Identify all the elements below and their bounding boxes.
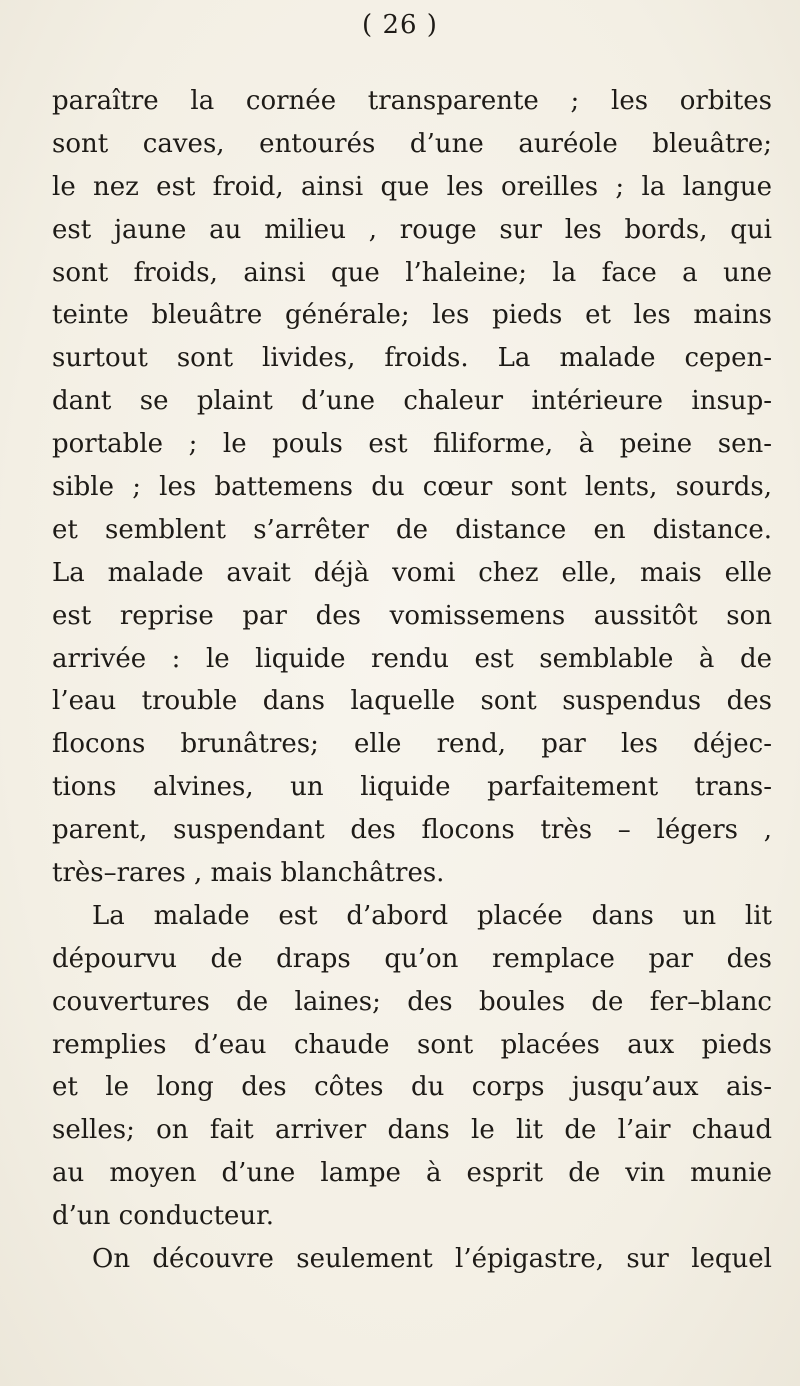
text-line: surtout sont livides, froids. La malade cepen- <box>52 343 772 374</box>
text-line: sont caves, entourés d’une auréole bleuâtre; <box>52 128 772 159</box>
text-line: paraître la cornée transparente ; les orbites <box>52 86 772 116</box>
text-line: On découvre seulement l’épigastre, sur lequel <box>92 1244 772 1275</box>
body-text <box>52 80 772 1281</box>
text-line: le nez est froid, ainsi que les oreilles ; la langue <box>52 171 772 202</box>
text-line: parent, suspendant des flocons très – légers , <box>52 815 772 846</box>
text-line: et le long des côtes du corps jusqu’aux ais- <box>52 1072 772 1103</box>
text-line: tions alvines, un liquide parfaitement trans- <box>52 772 772 803</box>
text-line: portable ; le pouls est filiforme, à peine sen- <box>52 429 772 460</box>
text-line: sont froids, ainsi que l’haleine; la face a une <box>52 257 772 288</box>
text-line: dépourvu de draps qu’on remplace par des <box>52 943 772 974</box>
text-line: très–rares , mais blanchâtres. <box>52 858 445 889</box>
text-line: arrivée : le liquide rendu est semblable à de <box>52 643 772 674</box>
text-line: teinte bleuâtre générale; les pieds et les mains <box>52 300 772 331</box>
page-number: ( 26 ) <box>362 10 438 40</box>
text-line: est jaune au milieu , rouge sur les bords, qui <box>52 214 772 245</box>
text-line: dant se plaint d’une chaleur intérieure insup- <box>52 386 772 417</box>
text-line: selles; on fait arriver dans le lit de l’air chaud <box>52 1115 772 1146</box>
text-line: est reprise par des vomissemens aussitôt son <box>52 600 772 631</box>
text-line: couvertures de laines; des boules de fer–blanc <box>52 986 772 1017</box>
text-line: La malade est d’abord placée dans un lit <box>92 900 772 931</box>
text-line: sible ; les battemens du cœur sont lents, sourds, <box>52 472 772 503</box>
text-line: La malade avait déjà vomi chez elle, mais elle <box>52 557 772 588</box>
text-line: d’un conducteur. <box>52 1201 274 1232</box>
text-line: flocons brunâtres; elle rend, par les déjec- <box>52 729 772 760</box>
text-line: et semblent s’arrêter de distance en distance. <box>52 514 772 545</box>
text-line: au moyen d’une lampe à esprit de vin munie <box>52 1158 772 1189</box>
text-line: l’eau trouble dans laquelle sont suspendus des <box>52 686 772 717</box>
text-line: remplies d’eau chaude sont placées aux pieds <box>52 1029 772 1060</box>
